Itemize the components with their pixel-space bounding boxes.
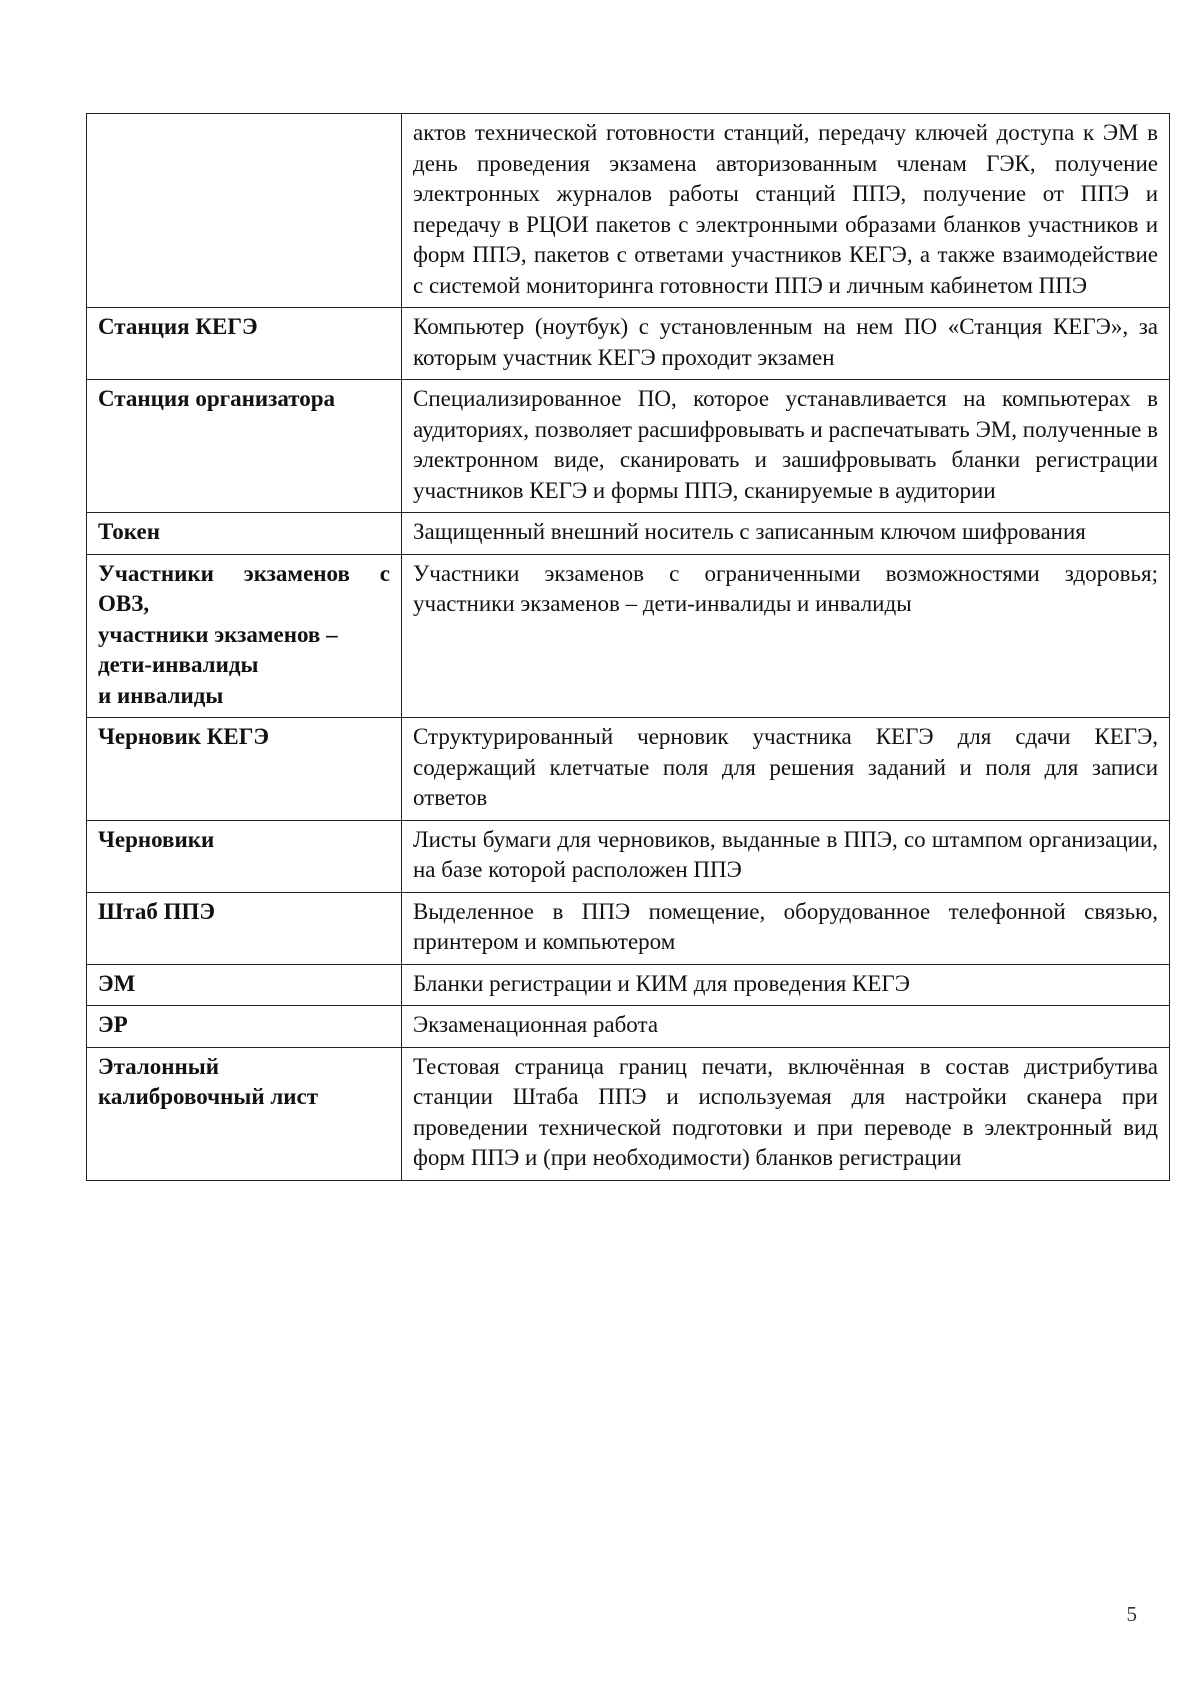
definition-cell: Бланки регистрации и КИМ для проведения КЕГЭ <box>402 964 1170 1006</box>
term-cell: Черновик КЕГЭ <box>87 718 402 821</box>
definition-cell: Специализированное ПО, которое устанавливается на компьютерах в аудиториях, позволяет расшифровывать и распечатывать ЭМ, полученные в электронном виде, сканировать и зашифровывать бланки регистрации участников КЕГЭ и формы ППЭ, сканируемые в аудитории <box>402 380 1170 513</box>
table-row <box>87 964 1170 1006</box>
table-row <box>87 380 1170 513</box>
table-row <box>87 1006 1170 1048</box>
term-line: участники экзаменов – <box>98 621 338 647</box>
term-line: Эталонный <box>98 1053 219 1079</box>
table-row <box>87 114 1170 308</box>
table-row <box>87 513 1170 555</box>
definition-cell: Компьютер (ноутбук) с установленным на нем ПО «Станция КЕГЭ», за которым участник КЕГЭ проходит экзамен <box>402 308 1170 380</box>
term-line: Участники экзаменов с ОВЗ, <box>98 560 390 616</box>
glossary-table <box>86 113 1170 1181</box>
page-number: 5 <box>1126 1602 1137 1626</box>
table-row <box>87 718 1170 821</box>
term-line: дети-инвалиды <box>98 652 259 677</box>
term-line: калибровочный лист <box>98 1084 318 1109</box>
definition-cell: Структурированный черновик участника КЕГЭ для сдачи КЕГЭ, содержащий клетчатые поля для решения заданий и поля для записи ответов <box>402 718 1170 821</box>
term-cell: Станция КЕГЭ <box>87 308 402 380</box>
definition-cell: Выделенное в ППЭ помещение, оборудованное телефонной связью, принтером и компьютером <box>402 892 1170 964</box>
term-cell: ЭМ <box>87 964 402 1006</box>
definition-cell: Защищенный внешний носитель с записанным ключом шифрования <box>402 513 1170 555</box>
definition-cell: Тестовая страница границ печати, включённая в состав дистрибутива станции Штаба ППЭ и используемая для настройки сканера при проведении технической подготовки и при переводе в электронный вид форм ППЭ и (при необходимости) бланков регистрации <box>402 1047 1170 1180</box>
definition-cell: Листы бумаги для черновиков, выданные в ППЭ, со штампом организации, на базе которой расположен ППЭ <box>402 820 1170 892</box>
definition-cell: Участники экзаменов с ограниченными возможностями здоровья; участники экзаменов – дети-инвалиды и инвалиды <box>402 554 1170 718</box>
term-cell: Черновики <box>87 820 402 892</box>
definition-cell: актов технической готовности станций, передачу ключей доступа к ЭМ в день проведения экзамена авторизованным членам ГЭК, получение электронных журналов работы станций ППЭ, получение от ППЭ и передачу в РЦОИ пакетов с электронными образами бланков участников и форм ППЭ, пакетов с ответами участников КЕГЭ, а также взаимодействие с системой мониторинга готовности ППЭ и личным кабинетом ППЭ <box>402 114 1170 308</box>
term-cell <box>87 1047 402 1180</box>
term-cell: Токен <box>87 513 402 555</box>
term-line: и инвалиды <box>98 682 224 708</box>
term-cell: ЭР <box>87 1006 402 1048</box>
table-row <box>87 554 1170 718</box>
table-row <box>87 308 1170 380</box>
term-cell: Штаб ППЭ <box>87 892 402 964</box>
definition-cell: Экзаменационная работа <box>402 1006 1170 1048</box>
term-cell <box>87 114 402 308</box>
table-row <box>87 892 1170 964</box>
table-row <box>87 1047 1170 1180</box>
term-cell: Станция организатора <box>87 380 402 513</box>
term-cell <box>87 554 402 718</box>
table-row <box>87 820 1170 892</box>
